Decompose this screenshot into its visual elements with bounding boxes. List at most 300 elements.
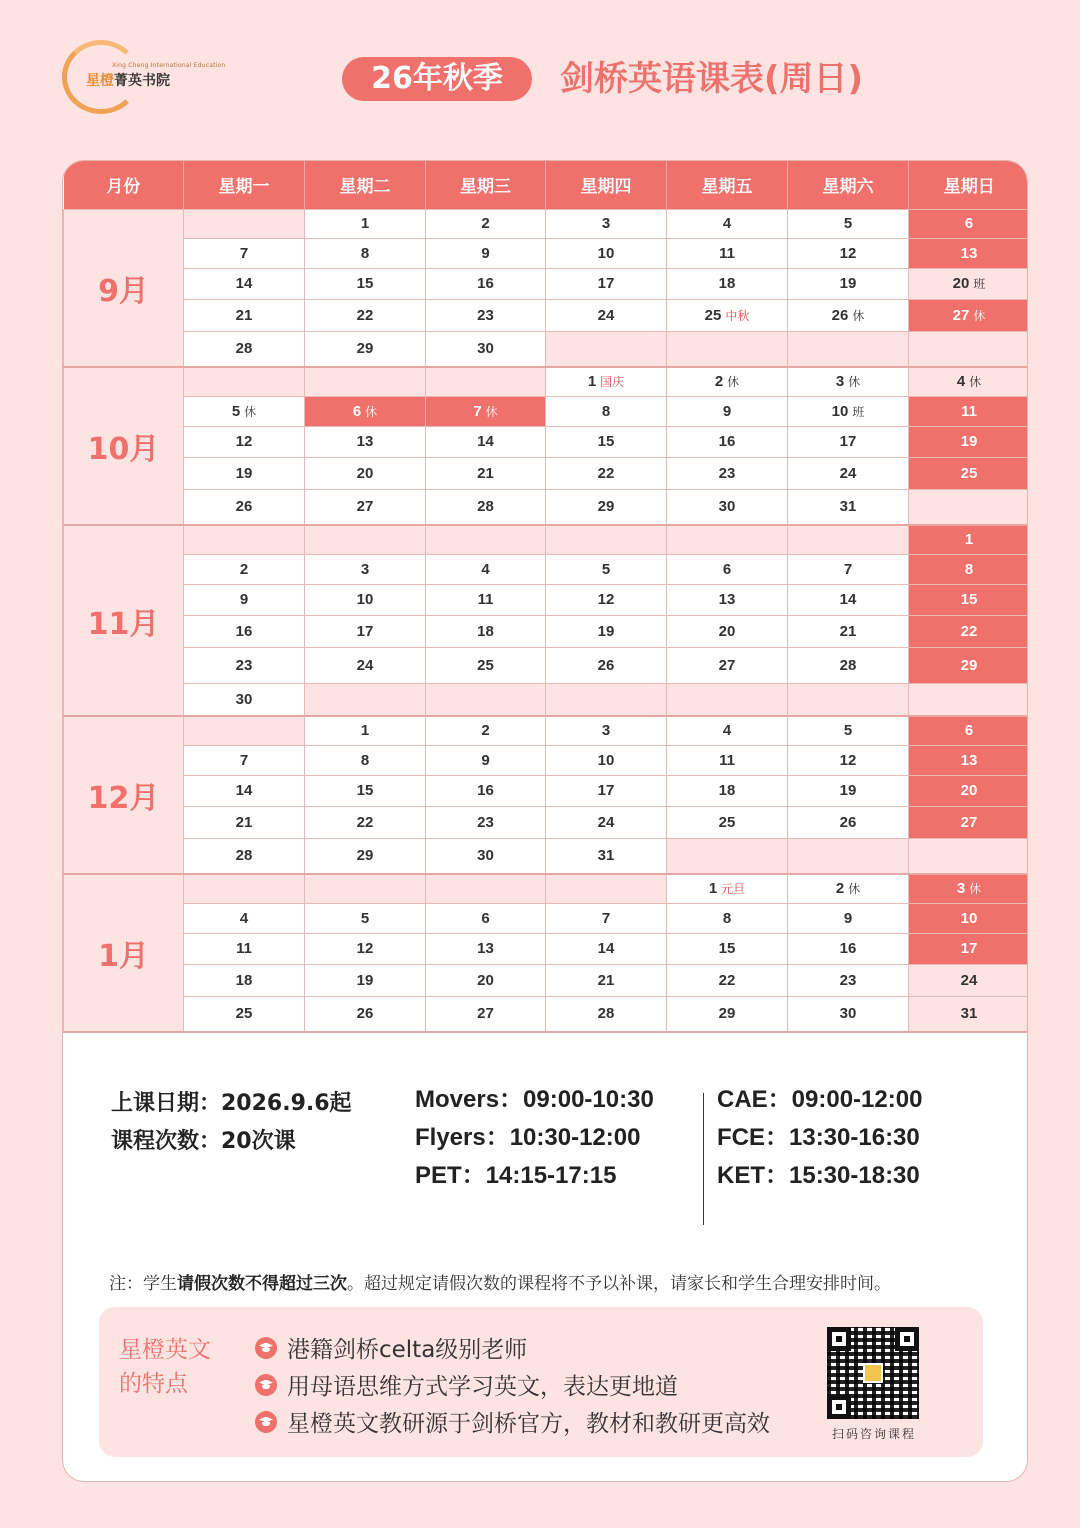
- day-number: 14: [235, 275, 253, 292]
- day-number: 27: [718, 656, 736, 674]
- day-number: 21: [597, 971, 615, 989]
- day-number: 14: [597, 940, 615, 957]
- day-number: 12: [839, 751, 857, 769]
- day-cell: [909, 964, 1029, 996]
- day-cell: [184, 647, 305, 683]
- day-note: 国庆: [600, 375, 625, 390]
- lesson-count: 课程次数：20次课: [111, 1129, 296, 1154]
- qr-logo-icon: [863, 1363, 883, 1383]
- day-number: 30: [477, 847, 494, 865]
- calendar-week-row: [64, 209, 1029, 238]
- day-number: 25: [477, 656, 494, 674]
- day-cell: [305, 489, 426, 525]
- note-suffix: 。超过规定请假次数的课程将不予以补课，请家长和学生合理安排时间。: [347, 1274, 891, 1294]
- day-number: 7: [473, 402, 482, 420]
- day-number: 16: [477, 275, 494, 292]
- day-cell: [305, 299, 426, 331]
- day-number: 25: [718, 813, 736, 831]
- day-note: 休: [848, 882, 861, 897]
- day-cell: [184, 584, 305, 615]
- day-cell: [426, 615, 546, 647]
- schedule-card: [62, 160, 1028, 1482]
- day-cell: [305, 426, 426, 457]
- day-cell: [305, 457, 426, 489]
- day-number: 25: [704, 306, 722, 324]
- day-number: 6: [964, 215, 974, 232]
- day-cell: [184, 554, 305, 584]
- day-cell: [546, 745, 667, 775]
- calendar-week-row: [64, 525, 1029, 554]
- day-cell: [184, 996, 305, 1032]
- time-movers: Movers：09:00-10:30: [415, 1086, 654, 1113]
- day-note: 休: [365, 404, 378, 419]
- day-number: 2: [239, 560, 249, 578]
- day-cell: [184, 683, 305, 716]
- day-number: 24: [356, 656, 374, 674]
- day-cell: [667, 964, 788, 996]
- day-cell: [667, 584, 788, 615]
- day-number: 26: [831, 306, 849, 324]
- day-number: 16: [235, 622, 253, 640]
- day-number: 21: [839, 622, 857, 640]
- day-cell: [426, 238, 546, 268]
- day-cell: [788, 554, 909, 584]
- calendar-week-row: [64, 964, 1029, 996]
- day-number: 24: [597, 306, 615, 324]
- day-cell: [426, 716, 546, 745]
- day-number: 3: [601, 215, 611, 232]
- day-cell: [546, 238, 667, 268]
- day-cell: [426, 299, 546, 331]
- calendar-week-row: [64, 268, 1029, 299]
- day-cell: [909, 525, 1029, 554]
- day-cell: [426, 683, 546, 716]
- qr-code-icon[interactable]: [827, 1327, 919, 1419]
- day-cell: [184, 745, 305, 775]
- day-cell: [546, 426, 667, 457]
- day-number: 5: [601, 560, 611, 578]
- day-cell: [667, 457, 788, 489]
- day-cell: [546, 525, 667, 554]
- day-number: 22: [597, 464, 615, 482]
- day-cell: [305, 554, 426, 584]
- day-number: 15: [356, 782, 374, 799]
- day-cell: [667, 683, 788, 716]
- day-cell: [184, 525, 305, 554]
- day-number: 27: [960, 813, 978, 831]
- day-number: 7: [843, 560, 853, 578]
- time-column-left: [415, 1081, 654, 1195]
- calendar-week-row: [64, 647, 1029, 683]
- day-cell: [305, 745, 426, 775]
- day-number: 22: [356, 306, 374, 324]
- day-cell: [426, 647, 546, 683]
- day-cell: [184, 367, 305, 396]
- day-cell: [667, 838, 788, 874]
- day-number: 9: [843, 909, 853, 927]
- day-cell: [788, 683, 909, 716]
- day-number: 20: [960, 782, 978, 799]
- calendar-week-row: [64, 933, 1029, 964]
- day-cell: [909, 615, 1029, 647]
- day-cell: [667, 775, 788, 806]
- qr-finder: [827, 1395, 851, 1419]
- calendar-week-row: [64, 331, 1029, 367]
- day-number: 4: [956, 373, 966, 391]
- day-number: 4: [722, 722, 732, 740]
- day-cell: [667, 996, 788, 1032]
- time-ket: KET：15:30-18:30: [717, 1162, 920, 1189]
- day-cell: [184, 426, 305, 457]
- day-number: 13: [960, 244, 978, 262]
- day-number: 22: [960, 622, 978, 640]
- day-cell: [909, 745, 1029, 775]
- day-cell: [184, 806, 305, 838]
- day-cell: [788, 489, 909, 525]
- day-number: 8: [360, 244, 370, 262]
- day-cell: [909, 806, 1029, 838]
- month-label: 11月: [64, 525, 184, 716]
- day-number: 24: [839, 464, 857, 482]
- qr-finder: [827, 1327, 851, 1351]
- day-cell: [909, 426, 1029, 457]
- day-number: 31: [960, 1005, 978, 1023]
- day-number: 18: [718, 275, 736, 292]
- day-cell: [305, 647, 426, 683]
- day-cell: [184, 457, 305, 489]
- day-cell: [788, 903, 909, 933]
- logo-tagline: Xing Cheng International Education: [112, 62, 226, 69]
- day-cell: [909, 874, 1029, 903]
- day-number: 18: [477, 622, 494, 640]
- day-number: 20: [718, 622, 736, 640]
- day-number: 26: [235, 498, 253, 516]
- day-number: 8: [964, 560, 974, 578]
- logo-name: [86, 70, 170, 90]
- day-number: 5: [843, 722, 853, 740]
- day-cell: [305, 874, 426, 903]
- month-label: 10月: [64, 367, 184, 525]
- day-number: 3: [956, 880, 966, 898]
- day-number: 25: [960, 464, 978, 482]
- day-cell: [546, 299, 667, 331]
- day-number: 3: [601, 722, 611, 740]
- day-cell: [546, 838, 667, 874]
- day-cell: [546, 683, 667, 716]
- day-cell: [788, 238, 909, 268]
- day-number: 29: [597, 498, 615, 516]
- calendar-week-row: [64, 716, 1029, 745]
- day-cell: [788, 299, 909, 331]
- day-number: 1: [708, 880, 718, 898]
- day-cell: [426, 996, 546, 1032]
- day-number: 29: [960, 656, 978, 674]
- day-cell: [788, 396, 909, 426]
- day-cell: [546, 331, 667, 367]
- day-note: 中秋: [725, 308, 750, 323]
- day-number: 19: [356, 971, 374, 989]
- day-number: 10: [597, 751, 615, 769]
- day-number: 18: [718, 782, 736, 799]
- day-note: 休: [848, 375, 861, 390]
- course-info: [63, 1033, 1028, 1473]
- day-cell: [667, 299, 788, 331]
- day-number: 28: [235, 340, 253, 358]
- column-divider: [703, 1093, 704, 1225]
- feature-item: [255, 1403, 770, 1440]
- day-cell: [667, 367, 788, 396]
- day-cell: [909, 933, 1029, 964]
- day-number: 21: [235, 813, 253, 831]
- day-number: 30: [839, 1005, 857, 1023]
- day-cell: [546, 903, 667, 933]
- time-cae: CAE：09:00-12:00: [717, 1086, 923, 1113]
- day-cell: [909, 996, 1029, 1032]
- day-number: 26: [597, 656, 615, 674]
- day-number: 17: [960, 940, 978, 957]
- day-number: 11: [719, 751, 735, 769]
- day-cell: [305, 367, 426, 396]
- day-number: 28: [477, 498, 494, 516]
- day-cell: [426, 367, 546, 396]
- day-number: 27: [477, 1005, 494, 1023]
- note-prefix: 注：学生: [109, 1274, 177, 1294]
- day-number: 15: [597, 433, 615, 450]
- day-cell: [788, 457, 909, 489]
- day-number: 8: [360, 751, 370, 769]
- day-cell: [909, 647, 1029, 683]
- day-cell: [909, 367, 1029, 396]
- day-cell: [909, 903, 1029, 933]
- calendar-week-row: [64, 299, 1029, 331]
- day-number: 14: [839, 591, 857, 608]
- day-cell: [184, 238, 305, 268]
- start-info: [111, 1085, 352, 1161]
- day-number: 17: [597, 782, 615, 799]
- day-cell: [184, 775, 305, 806]
- day-cell: [305, 716, 426, 745]
- day-number: 12: [597, 591, 615, 608]
- day-number: 17: [597, 275, 615, 292]
- day-cell: [909, 396, 1029, 426]
- note-bold: 请假次数不得超过三次: [177, 1274, 347, 1294]
- day-number: 22: [718, 971, 736, 989]
- day-cell: [426, 838, 546, 874]
- day-note: 休: [973, 308, 986, 323]
- day-cell: [909, 209, 1029, 238]
- graduation-cap-icon: [255, 1374, 277, 1396]
- day-number: 19: [839, 782, 857, 799]
- day-cell: [788, 615, 909, 647]
- day-number: 11: [477, 591, 494, 608]
- day-number: 6: [352, 402, 362, 420]
- calendar-week-row: [64, 554, 1029, 584]
- day-number: 9: [722, 402, 732, 420]
- day-cell: [788, 716, 909, 745]
- calendar-week-row: [64, 806, 1029, 838]
- col-month: 月份: [64, 161, 184, 209]
- season-badge: 26年秋季: [342, 57, 532, 101]
- qr-caption: 扫码咨询课程: [831, 1427, 916, 1441]
- day-number: 1: [360, 722, 370, 740]
- brand-logo: [62, 40, 226, 120]
- day-number: 3: [360, 560, 370, 578]
- day-cell: [788, 933, 909, 964]
- day-cell: [305, 838, 426, 874]
- day-cell: [184, 331, 305, 367]
- day-number: 22: [356, 813, 374, 831]
- day-cell: [667, 238, 788, 268]
- day-number: 31: [597, 847, 615, 865]
- feature-item: [255, 1366, 770, 1403]
- col-sunday: 星期日: [909, 161, 1029, 209]
- day-cell: [546, 647, 667, 683]
- day-number: 27: [356, 498, 374, 516]
- day-number: 13: [356, 433, 374, 450]
- day-cell: [305, 209, 426, 238]
- calendar-week-row: [64, 775, 1029, 806]
- day-cell: [426, 584, 546, 615]
- calendar-week-row: [64, 367, 1029, 396]
- day-number: 6: [964, 722, 974, 740]
- day-number: 9: [239, 591, 249, 608]
- day-cell: [305, 331, 426, 367]
- col-friday: 星期五: [667, 161, 788, 209]
- day-number: 26: [356, 1005, 374, 1023]
- day-cell: [184, 903, 305, 933]
- calendar-week-row: [64, 615, 1029, 647]
- day-cell: [184, 964, 305, 996]
- day-cell: [667, 716, 788, 745]
- graduation-cap-icon: [255, 1337, 277, 1359]
- calendar-week-row: [64, 238, 1029, 268]
- table-header-row: [64, 161, 1029, 209]
- day-number: 23: [718, 464, 736, 482]
- day-number: 4: [239, 909, 249, 927]
- day-cell: [909, 238, 1029, 268]
- leave-policy-note: [109, 1269, 891, 1294]
- day-number: 21: [477, 464, 494, 482]
- day-number: 9: [481, 751, 490, 769]
- day-cell: [667, 489, 788, 525]
- day-number: 23: [477, 813, 494, 831]
- day-cell: [546, 489, 667, 525]
- col-tuesday: 星期二: [305, 161, 426, 209]
- feature-text: 用母语思维方式学习英文，表达更地道: [287, 1374, 678, 1400]
- day-cell: [305, 806, 426, 838]
- day-cell: [184, 268, 305, 299]
- day-cell: [909, 489, 1029, 525]
- day-number: 10: [597, 244, 615, 262]
- day-number: 15: [718, 940, 736, 957]
- day-cell: [305, 683, 426, 716]
- day-number: 9: [481, 244, 490, 262]
- day-number: 17: [356, 622, 374, 640]
- day-number: 5: [360, 909, 370, 927]
- day-cell: [426, 331, 546, 367]
- day-cell: [184, 615, 305, 647]
- day-cell: [667, 647, 788, 683]
- day-cell: [788, 996, 909, 1032]
- day-cell: [184, 838, 305, 874]
- day-cell: [426, 457, 546, 489]
- day-cell: [546, 933, 667, 964]
- day-number: 14: [477, 433, 494, 450]
- day-cell: [667, 268, 788, 299]
- day-cell: [305, 775, 426, 806]
- day-number: 29: [718, 1005, 736, 1023]
- col-thursday: 星期四: [546, 161, 667, 209]
- day-cell: [546, 554, 667, 584]
- day-number: 24: [960, 971, 978, 989]
- day-cell: [909, 775, 1029, 806]
- day-number: 12: [839, 244, 857, 262]
- day-cell: [909, 457, 1029, 489]
- day-number: 6: [722, 560, 732, 578]
- day-cell: [546, 716, 667, 745]
- day-number: 2: [714, 373, 724, 391]
- day-note: 休: [244, 404, 257, 419]
- calendar-week-row: [64, 903, 1029, 933]
- day-cell: [426, 775, 546, 806]
- month-label: 12月: [64, 716, 184, 874]
- day-number: 18: [235, 971, 253, 989]
- day-number: 17: [839, 433, 857, 450]
- day-cell: [788, 838, 909, 874]
- month-label: 9月: [64, 209, 184, 367]
- calendar-week-row: [64, 457, 1029, 489]
- day-number: 28: [235, 847, 253, 865]
- day-number: 20: [477, 971, 494, 989]
- day-number: 1: [587, 373, 597, 391]
- day-number: 29: [356, 847, 374, 865]
- day-cell: [546, 396, 667, 426]
- day-note: 休: [727, 375, 740, 390]
- day-cell: [305, 525, 426, 554]
- calendar-week-row: [64, 584, 1029, 615]
- day-number: 30: [235, 690, 253, 708]
- day-number: 16: [839, 940, 857, 957]
- day-cell: [426, 426, 546, 457]
- day-note: 班: [852, 404, 865, 419]
- day-number: 28: [839, 656, 857, 674]
- day-number: 23: [235, 656, 253, 674]
- day-cell: [667, 554, 788, 584]
- day-number: 30: [477, 340, 494, 358]
- day-number: 19: [597, 622, 615, 640]
- day-number: 1: [360, 215, 370, 232]
- day-cell: [546, 874, 667, 903]
- day-number: 15: [356, 275, 374, 292]
- col-wednesday: 星期三: [426, 161, 546, 209]
- day-number: 6: [481, 909, 490, 927]
- day-cell: [909, 331, 1029, 367]
- day-cell: [184, 396, 305, 426]
- features-box: [99, 1307, 983, 1457]
- day-number: 16: [718, 433, 736, 450]
- day-cell: [305, 933, 426, 964]
- day-number: 8: [601, 402, 611, 420]
- calendar-week-row: [64, 996, 1029, 1032]
- day-cell: [426, 964, 546, 996]
- day-number: 30: [718, 498, 736, 516]
- day-number: 7: [601, 909, 611, 927]
- time-column-right: [717, 1081, 922, 1195]
- day-cell: [546, 584, 667, 615]
- day-number: 29: [356, 340, 374, 358]
- day-number: 5: [843, 215, 853, 232]
- day-number: 14: [235, 782, 253, 799]
